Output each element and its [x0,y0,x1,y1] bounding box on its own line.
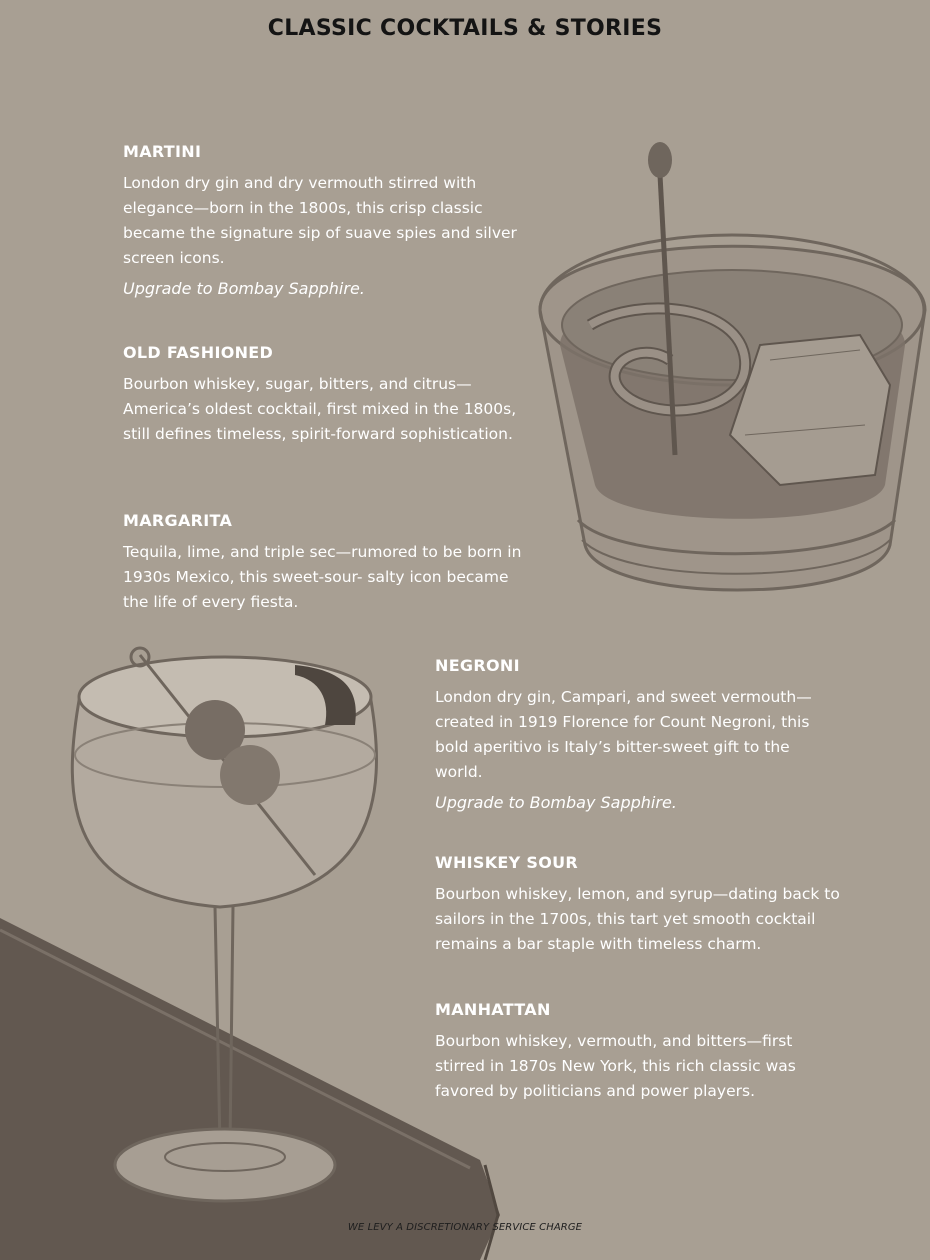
cocktail-description: Bourbon whiskey, sugar, bitters, and citrus—America’s oldest cocktail, first mixed in the 1800s, still defines timeless, spirit-forward sophistication. [123,375,517,443]
cocktail-old-fashioned [123,343,528,447]
cocktail-name: NEGRONI [435,656,520,675]
cocktail-description: Tequila, lime, and triple sec—rumored to be born in 1930s Mexico, this sweet-sour- salty icon became the life of every fiesta. [123,543,522,611]
cocktail-whiskey-sour [435,853,845,957]
cocktail-manhattan [435,1000,815,1104]
cocktail-name: OLD FASHIONED [123,343,274,362]
cocktail-description: London dry gin and dry vermouth stirred with elegance—born in the 1800s, this crisp classic became the signature sip of suave spies and silver screen icons. [123,174,517,267]
cocktail-upgrade: Upgrade to Bombay Sapphire. [435,793,677,812]
cocktail-name: MARTINI [123,142,202,161]
service-charge-note: WE LEVY A DISCRETIONARY SERVICE CHARGE [347,1222,583,1233]
cocktail-description: Bourbon whiskey, vermouth, and bitters—first stirred in 1870s New York, this rich classic was favored by politicians and power players. [435,1032,796,1100]
cocktail-name: MANHATTAN [435,1000,551,1019]
cocktail-martini [123,142,528,300]
page-title: CLASSIC COCKTAILS & STORIES [267,16,663,41]
cocktail-description: London dry gin, Campari, and sweet vermouth—created in 1919 Florence for Count Negroni, this bold aperitivo is Italy’s bitter-sweet gift to the world. [435,688,812,781]
rocks-glass-illustration [530,135,930,615]
coupe-glass-illustration [55,645,415,1235]
cocktail-name: MARGARITA [123,511,233,530]
cocktail-name: WHISKEY SOUR [435,853,579,872]
cocktail-margarita [123,511,533,615]
cocktail-negroni [435,656,840,814]
cocktail-upgrade: Upgrade to Bombay Sapphire. [123,279,365,298]
cocktail-description: Bourbon whiskey, lemon, and syrup—dating back to sailors in the 1700s, this tart yet smooth cocktail remains a bar staple with timeless charm. [435,885,840,953]
